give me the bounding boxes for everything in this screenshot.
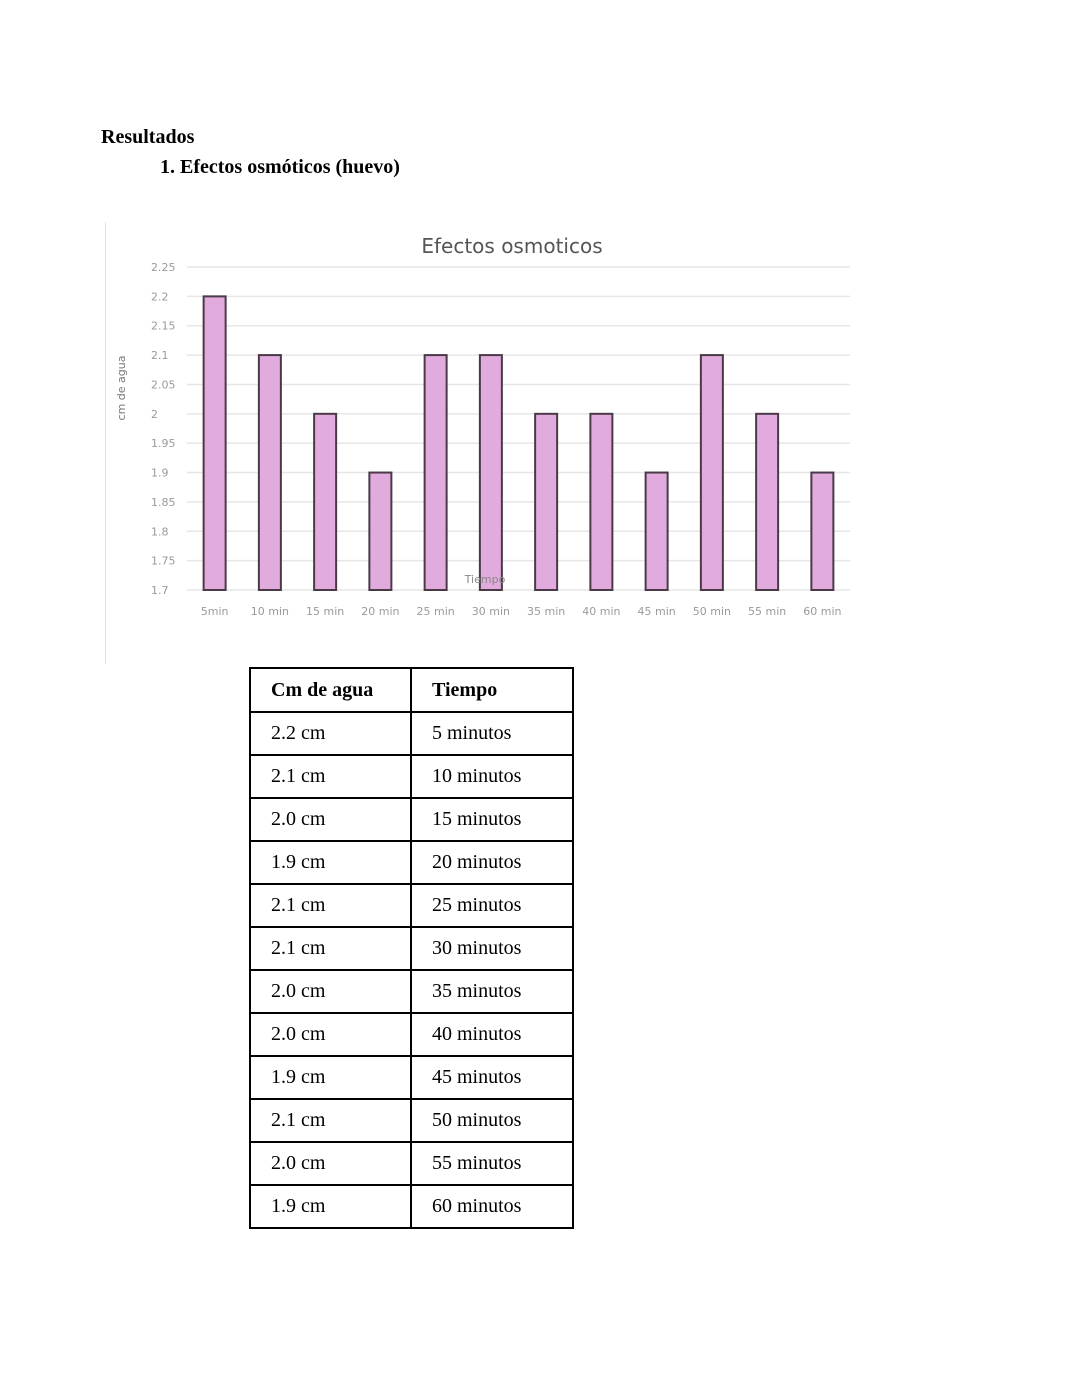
time-cell: 60 minutos — [411, 1185, 573, 1228]
x-tick-label: 15 min — [306, 605, 345, 618]
bar-10min — [259, 355, 281, 590]
time-cell: 10 minutos — [411, 755, 573, 798]
x-tick-label: 30 min — [471, 605, 510, 618]
table-row — [250, 755, 573, 798]
water-cm-cell: 1.9 cm — [250, 1056, 411, 1099]
time-cell: 30 minutos — [411, 927, 573, 970]
y-tick-label: 1.75 — [151, 554, 176, 568]
table-row — [250, 1056, 573, 1099]
y-tick-label: 2.1 — [151, 349, 169, 363]
water-cm-cell: 1.9 cm — [250, 841, 411, 884]
table-row — [250, 1142, 573, 1185]
x-tick-label: 10 min — [250, 605, 289, 618]
water-cm-cell: 2.0 cm — [250, 1142, 411, 1185]
bar-chart — [0, 0, 1080, 680]
x-tick-label: 60 min — [803, 605, 842, 618]
section-title: Resultados — [101, 126, 195, 148]
water-cm-cell: 2.1 cm — [250, 927, 411, 970]
subsection-title: 1. Efectos osmóticos (huevo) — [160, 156, 400, 178]
water-cm-cell: 2.1 cm — [250, 884, 411, 927]
x-tick-label: 20 min — [361, 605, 400, 618]
x-tick-label: 5min — [200, 605, 229, 618]
table-row — [250, 927, 573, 970]
table-row — [250, 798, 573, 841]
time-cell: 50 minutos — [411, 1099, 573, 1142]
y-tick-label: 1.8 — [151, 525, 169, 539]
time-cell: 25 minutos — [411, 884, 573, 927]
water-cm-cell: 2.1 cm — [250, 755, 411, 798]
y-tick-label: 2 — [151, 407, 158, 421]
table-header: Cm de agua — [250, 668, 411, 712]
water-cm-cell: 2.1 cm — [250, 1099, 411, 1142]
chart-title: Efectos osmoticos — [421, 234, 603, 258]
table-row — [250, 884, 573, 927]
water-cm-cell: 2.0 cm — [250, 970, 411, 1013]
y-tick-label: 1.9 — [151, 466, 169, 480]
time-cell: 35 minutos — [411, 970, 573, 1013]
x-tick-label: 40 min — [582, 605, 621, 618]
bar-30min — [480, 355, 502, 590]
time-cell: 45 minutos — [411, 1056, 573, 1099]
bar-50min — [701, 355, 723, 590]
water-cm-cell: 2.2 cm — [250, 712, 411, 755]
time-cell: 5 minutos — [411, 712, 573, 755]
table-row — [250, 1013, 573, 1056]
x-tick-label: 50 min — [692, 605, 731, 618]
y-axis-label: cm de agua — [115, 355, 128, 421]
y-tick-label: 2.25 — [151, 261, 176, 274]
table-row — [250, 712, 573, 755]
bar-45min — [646, 473, 668, 590]
y-tick-label: 2.2 — [151, 290, 169, 304]
y-tick-label: 1.85 — [151, 495, 176, 509]
bar-20min — [369, 473, 391, 590]
y-tick-label: 2.05 — [151, 378, 176, 392]
x-tick-label: 45 min — [637, 605, 676, 618]
bar-35min — [535, 414, 557, 590]
x-axis-label: Tiempo — [464, 573, 506, 586]
table-row — [250, 970, 573, 1013]
table-row — [250, 841, 573, 884]
time-cell: 15 minutos — [411, 798, 573, 841]
water-cm-cell: 2.0 cm — [250, 1013, 411, 1056]
time-cell: 20 minutos — [411, 841, 573, 884]
water-cm-cell: 2.0 cm — [250, 798, 411, 841]
bar-55min — [756, 414, 778, 590]
y-tick-label: 1.7 — [151, 584, 169, 597]
water-cm-cell: 1.9 cm — [250, 1185, 411, 1228]
table-header: Tiempo — [411, 668, 573, 712]
x-tick-label: 25 min — [416, 605, 455, 618]
bar-60min — [811, 473, 833, 590]
bar-5min — [204, 296, 226, 590]
y-tick-label: 1.95 — [151, 437, 176, 451]
x-tick-label: 55 min — [748, 605, 787, 618]
results-table — [249, 667, 574, 1229]
time-cell: 55 minutos — [411, 1142, 573, 1185]
time-cell: 40 minutos — [411, 1013, 573, 1056]
y-tick-label: 2.15 — [151, 319, 176, 333]
bar-15min — [314, 414, 336, 590]
table-row — [250, 1099, 573, 1142]
bar-25min — [425, 355, 447, 590]
bar-40min — [590, 414, 612, 590]
table-row — [250, 1185, 573, 1228]
x-tick-label: 35 min — [527, 605, 566, 618]
